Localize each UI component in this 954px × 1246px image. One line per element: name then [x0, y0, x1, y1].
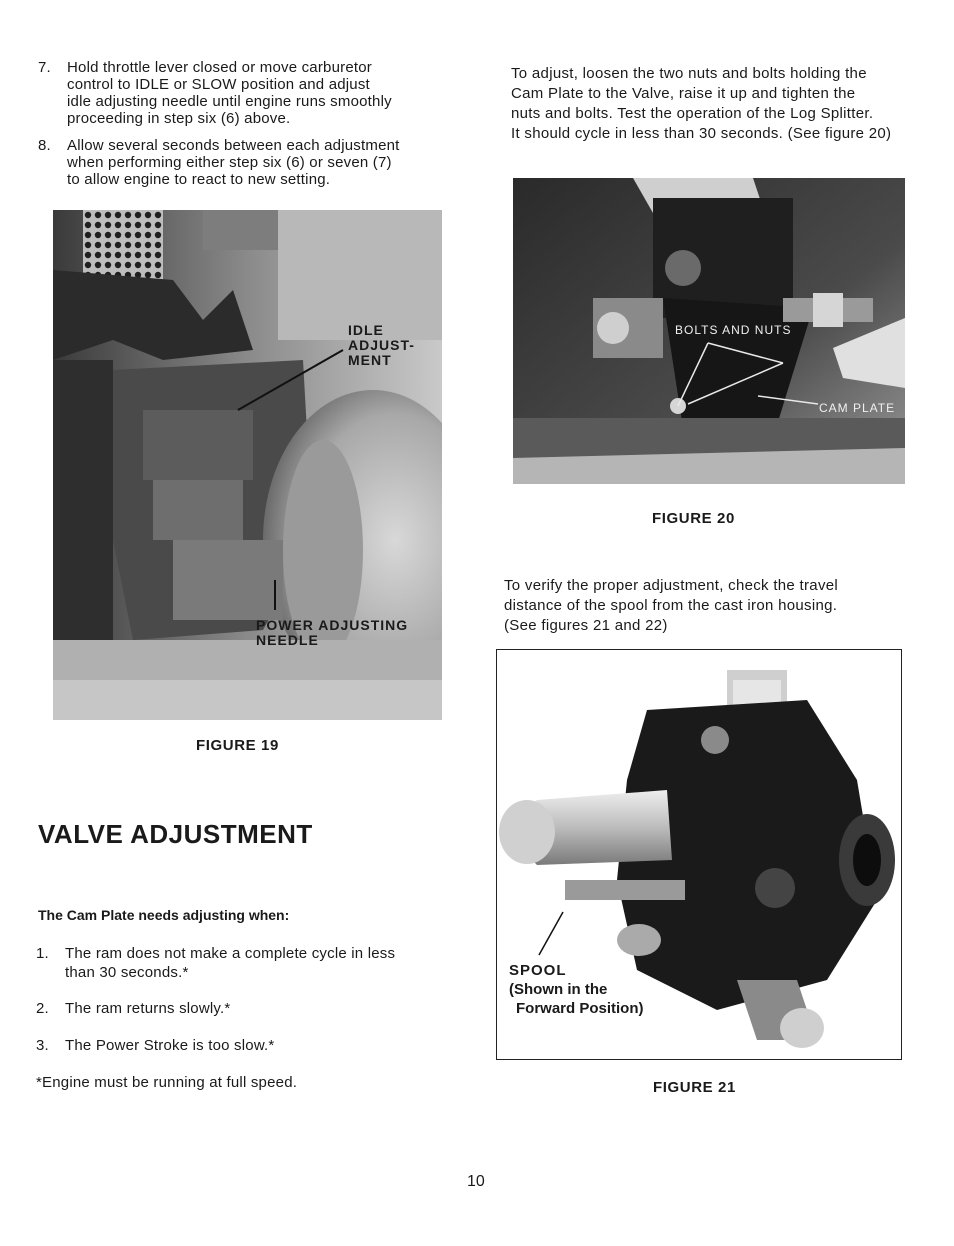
- condition-1: [36, 944, 441, 984]
- condition-2: [36, 999, 441, 1019]
- step-line: idle adjusting needle until engine runs smoothly: [67, 93, 392, 110]
- step-line: proceeding in step six (6) above.: [67, 110, 291, 127]
- callout-spool: SPOOL (Shown in the Forward Position): [509, 962, 644, 1017]
- condition-number: 1.: [36, 945, 49, 962]
- instruction-line: It should cycle in less than 30 seconds. (See figure 20): [511, 125, 892, 142]
- condition-line: The ram returns slowly.*: [65, 1000, 231, 1017]
- page-number: 10: [467, 1173, 485, 1190]
- step-line: to allow engine to react to new setting.: [67, 171, 331, 188]
- instruction-line: Cam Plate to the Valve, raise it up and tighten the: [511, 85, 856, 102]
- figure-20-caption: FIGURE 20: [652, 510, 735, 527]
- verify-instructions: [504, 576, 904, 636]
- verify-line: To verify the proper adjustment, check the travel: [504, 577, 839, 594]
- footnote: *Engine must be running at full speed.: [36, 1074, 298, 1091]
- verify-line: distance of the spool from the cast iron housing.: [504, 597, 838, 614]
- condition-number: 3.: [36, 1037, 49, 1054]
- callout-idle-adjustment: IDLE ADJUST- MENT: [348, 322, 415, 368]
- step-number: 7.: [38, 59, 51, 76]
- callout-power-adjusting-needle: POWER ADJUSTING NEEDLE: [256, 617, 409, 648]
- figure-20-photo: [513, 178, 905, 484]
- condition-line: The ram does not make a complete cycle in less: [65, 945, 396, 962]
- subheading: The Cam Plate needs adjusting when:: [38, 907, 290, 923]
- section-title: VALVE ADJUSTMENT: [38, 819, 313, 849]
- figure-21-caption: FIGURE 21: [653, 1079, 736, 1096]
- callout-bolts-and-nuts: BOLTS AND NUTS: [675, 323, 792, 337]
- step-7: [38, 59, 443, 129]
- callout-cam-plate: CAM PLATE: [819, 401, 896, 415]
- step-number: 8.: [38, 137, 51, 154]
- instruction-line: To adjust, loosen the two nuts and bolts holding the: [511, 65, 867, 82]
- step-8: [38, 137, 443, 189]
- verify-line: (See figures 21 and 22): [504, 617, 668, 634]
- step-line: Hold throttle lever closed or move carburetor: [67, 59, 372, 76]
- condition-3: [36, 1036, 441, 1056]
- step-line: control to IDLE or SLOW position and adjust: [67, 76, 370, 93]
- step-line: Allow several seconds between each adjustment: [67, 137, 400, 154]
- adjust-instructions: [511, 64, 916, 144]
- figure-21-frame: [496, 649, 902, 1060]
- figure-19-caption: FIGURE 19: [196, 737, 279, 754]
- condition-line: than 30 seconds.*: [65, 964, 189, 981]
- condition-line: The Power Stroke is too slow.*: [65, 1037, 275, 1054]
- figure-19-photo: [53, 210, 442, 720]
- step-line: when performing either step six (6) or seven (7): [67, 154, 392, 171]
- condition-number: 2.: [36, 1000, 49, 1017]
- instruction-line: nuts and bolts. Test the operation of the Log Splitter.: [511, 105, 874, 122]
